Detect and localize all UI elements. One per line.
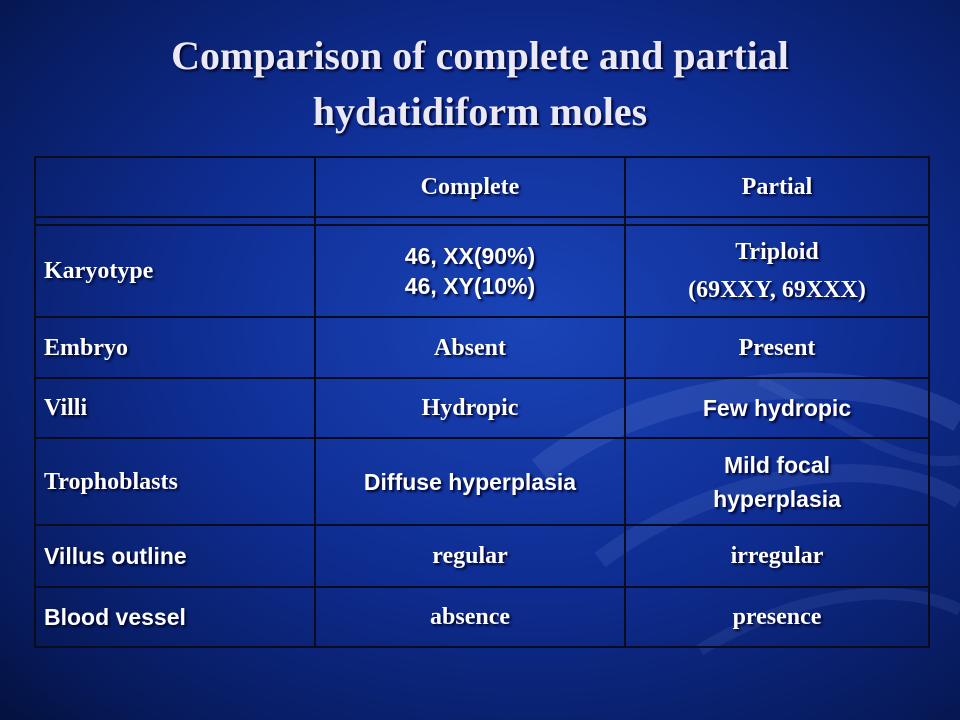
cell-embryo-partial: Present	[738, 334, 816, 361]
cell-embryo-complete: Absent	[433, 334, 506, 361]
row-label-blood-vessel: Blood vessel	[44, 604, 186, 630]
cell-villus-outline-partial: irregular	[730, 543, 824, 569]
row-label-embryo: Embryo	[44, 334, 128, 361]
cell-villi-partial: Few hydropic	[702, 395, 852, 421]
comparison-table	[34, 156, 930, 648]
cell-blood-vessel-complete: absence	[430, 604, 510, 630]
header-partial-label: Partial	[741, 174, 813, 200]
karyotype-complete-line-2: 46, XY(10%)	[404, 273, 536, 299]
row-label-karyotype: Karyotype	[44, 258, 154, 284]
karyotype-partial-line-2: (69XXY, 69XXX)	[688, 277, 866, 303]
cell-trophoblasts-partial	[626, 439, 928, 524]
row-label-villus-outline: Villus outline	[44, 543, 187, 569]
slide-title-line-2: hydatidiform moles	[312, 89, 648, 134]
karyotype-complete-line-1: 46, XX(90%)	[404, 243, 536, 269]
row-label-trophoblasts: Trophoblasts	[44, 468, 178, 495]
cell-blood-vessel-partial: presence	[732, 604, 822, 630]
trophoblasts-partial-line-2: hyperplasia	[713, 485, 841, 512]
karyotype-partial-line-1: Triploid	[735, 239, 819, 265]
cell-trophoblasts-complete: Diffuse hyperplasia	[363, 468, 577, 495]
slide-title	[0, 28, 960, 140]
cell-villi-complete: Hydropic	[421, 395, 519, 421]
cell-karyotype-complete	[316, 226, 624, 316]
table-border-bottom	[34, 646, 930, 648]
slide-title-line-1: Comparison of complete and partial	[171, 33, 789, 78]
header-cell-empty	[36, 158, 314, 216]
header-cell-complete	[316, 158, 624, 216]
table-border-right	[928, 156, 930, 648]
cell-villus-outline-complete: regular	[432, 543, 508, 569]
header-cell-partial	[626, 158, 928, 216]
table-header-divider-upper	[34, 216, 930, 218]
row-label-villi: Villi	[44, 395, 88, 421]
trophoblasts-partial-line-1: Mild focal	[723, 451, 831, 478]
header-complete-label: Complete	[420, 174, 520, 200]
cell-karyotype-partial	[626, 226, 928, 316]
